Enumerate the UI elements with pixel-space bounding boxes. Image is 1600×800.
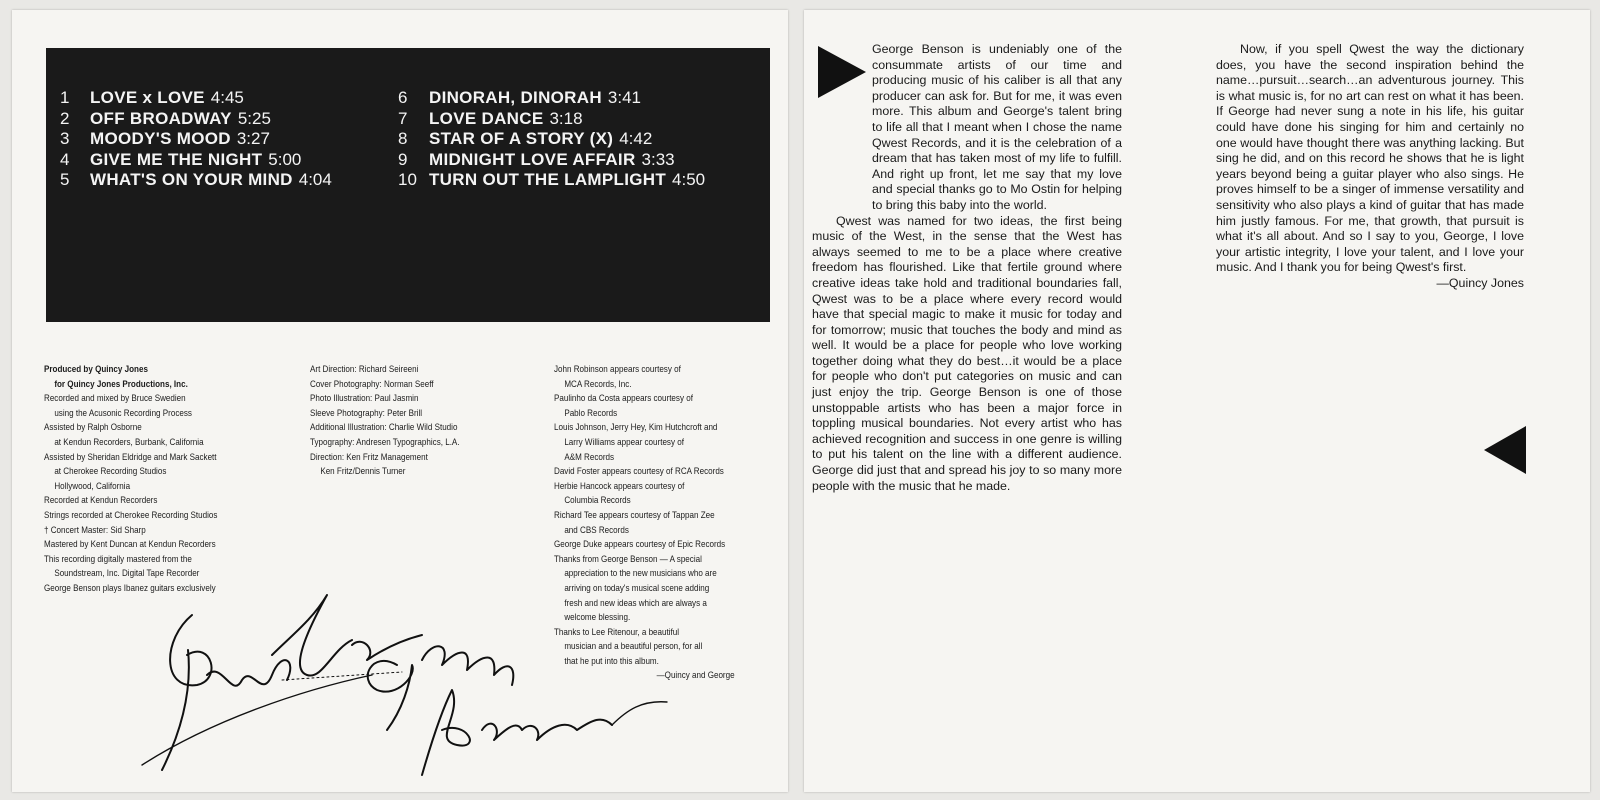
credit-line: Columbia Records — [564, 494, 631, 506]
credit-line: arriving on today's musical scene adding — [564, 581, 710, 593]
credit-line: Assisted by Ralph Osborne — [44, 421, 142, 433]
credit-line: † Concert Master: Sid Sharp — [44, 523, 146, 535]
track-item — [60, 129, 332, 150]
track-title: STAR OF A STORY (X) — [429, 129, 614, 148]
track-number: 10 — [398, 170, 417, 189]
credit-line: Art Direction: Richard Seireeni — [310, 363, 419, 374]
credit-line: for Quincy Jones Productions, Inc. — [54, 377, 188, 389]
track-number: 9 — [398, 149, 408, 169]
track-item — [60, 109, 332, 130]
credit-line: Thanks to Lee Ritenour, a beautiful — [554, 625, 680, 637]
track-item — [60, 170, 332, 191]
liner-notes-signoff: —Quincy Jones — [1436, 275, 1524, 290]
credit-line: at Cherokee Recording Studios — [54, 465, 167, 477]
track-title: DINORAH, DINORAH — [429, 88, 602, 107]
credit-line: using the Acusonic Recording Process — [54, 406, 192, 418]
tracklist-column-right — [398, 88, 705, 191]
credit-line: Herbie Hancock appears courtesy of — [554, 479, 685, 491]
credit-line: fresh and new ideas which are always a — [564, 596, 707, 608]
credits-art — [310, 362, 542, 479]
credit-line: —Quincy and George — [656, 669, 735, 681]
track-duration: 4:45 — [210, 88, 244, 107]
credit-line: Soundstream, Inc. Digital Tape Recorder — [54, 567, 200, 579]
credit-line: Typography: Andresen Typographics, L.A. — [310, 435, 460, 447]
credit-line: George Benson plays Ibanez guitars exclusively — [44, 581, 216, 593]
track-duration: 3:18 — [549, 108, 583, 128]
track-duration: 4:04 — [298, 170, 332, 189]
credits-production — [44, 362, 276, 596]
credit-line: Produced by Quincy Jones — [44, 363, 148, 374]
liner-notes-paragraph: Qwest was named for two ideas, the first being music of the West, in the sense that the West has always seemed to me to be a place where creative freedom has flourished. Like that fertile ground where creative ideas take hold and traditional boundaries fall, Qwest was to be a place where every record would have that special magic to make it music for today and for tomorrow; music that touches the body and mind as well. It would be a place for people who love working together doing what they do best…it would be a place for people who don't put categories on music and can just enjoy the trip. George Benson is one of those unstoppable artists who has been a major force in toppling musical boundaries. Not every artist who has achieved recognition and success in one genre is willing to put his talent on the line with a different audience. George did just that and spread his joy to so many more people with the music that he made. — [812, 213, 1122, 493]
credit-line: and CBS Records — [564, 523, 629, 535]
track-duration: 4:50 — [672, 170, 706, 189]
credit-line: George Duke appears courtesy of Epic Records — [554, 538, 726, 550]
liner-notes-column-2 — [1216, 42, 1524, 292]
credit-line: John Robinson appears courtesy of — [554, 363, 681, 374]
credit-line: Strings recorded at Cherokee Recording Studios — [44, 508, 218, 520]
track-duration: 5:25 — [237, 108, 271, 128]
track-number: 5 — [60, 170, 70, 189]
credit-line: Paulinho da Costa appears courtesy of — [554, 392, 693, 404]
credit-line: A&M Records — [564, 450, 615, 462]
credit-line: Recorded at Kendun Recorders — [44, 494, 158, 506]
track-item — [398, 129, 705, 150]
credit-line: Larry Williams appear courtesy of — [564, 435, 684, 447]
credit-line: This recording digitally mastered from the — [44, 552, 192, 564]
liner-notes-paragraph: Now, if you spell Qwest the way the dictionary does, you have the second inspiration behind the name…pursuit…search…an adventurous journey. This is what music is, for no art can rest on what it has been. If George had never sung a note in his life, his guitar could have done his singing for him and certainly no one would have thought there was anything lacking. But sing he did, and on this record he shows that he is light years beyond being a guitar player who also sings. He proves himself to be a singer of immense versatility and sensitivity who also plays a kind of guitar that has made him justly famous. For me, that growth, that pursuit is what it's all about. And so I say to you, George, I love your artistic integrity, I love your talent, and I love your music. And I thank you for being Qwest's first. — [1216, 42, 1524, 275]
track-title: WHAT'S ON YOUR MIND — [90, 170, 293, 189]
track-number: 7 — [398, 108, 408, 128]
track-duration: 3:41 — [607, 88, 642, 107]
credit-line: Photo Illustration: Paul Jasmin — [310, 392, 419, 404]
track-number: 3 — [60, 129, 70, 148]
track-number: 2 — [60, 108, 70, 128]
track-item — [398, 170, 705, 191]
booklet-left-page — [12, 10, 788, 792]
track-duration: 3:27 — [236, 129, 270, 148]
track-title: LOVE x LOVE — [90, 88, 205, 107]
liner-notes-paragraph: George Benson is undeniably one of the consummate artists of our time and producing music of his caliber is all that any producer can ask for. But for me, it was even more. This album and George's talent bring to life all that I meant when I chose the name Qwest Records, and it is the celebration of a dream that has taken most of my life to fulfill. And right up front, let me say that my love and special thanks go to Mo Ostin for helping to bring this baby into the world. — [872, 42, 1122, 212]
credit-line: Hollywood, California — [54, 479, 131, 491]
credit-line: Cover Photography: Norman Seeff — [310, 377, 434, 389]
credit-line: welcome blessing. — [564, 611, 631, 623]
credit-line: Richard Tee appears courtesy of Tappan Zee — [554, 508, 715, 520]
track-item — [60, 88, 332, 109]
track-item — [398, 88, 705, 109]
handwritten-signatures — [122, 580, 682, 790]
liner-notes-column-1 — [812, 42, 1122, 494]
credit-line: Thanks from George Benson — A special — [554, 552, 702, 564]
track-duration: 4:42 — [619, 129, 653, 148]
track-title: MIDNIGHT LOVE AFFAIR — [429, 149, 636, 169]
track-number: 4 — [60, 149, 70, 169]
credit-line: Pablo Records — [564, 406, 618, 418]
credit-line: David Foster appears courtesy of RCA Records — [554, 465, 724, 477]
booklet-right-page — [804, 10, 1590, 792]
credit-line: that he put into this album. — [564, 654, 659, 666]
track-item — [398, 109, 705, 130]
credit-line: Louis Johnson, Jerry Hey, Kim Hutchcroft and — [554, 421, 718, 433]
track-number: 8 — [398, 129, 408, 148]
credit-line: musician and a beautiful person, for all — [564, 640, 703, 652]
tracklist-column-left — [60, 88, 332, 191]
credit-line: Additional Illustration: Charlie Wild Studio — [310, 421, 458, 433]
credit-line: Direction: Ken Fritz Management — [310, 450, 428, 462]
track-title: OFF BROADWAY — [90, 108, 232, 128]
track-number: 6 — [398, 88, 408, 107]
credit-line: Recorded and mixed by Bruce Swedien — [44, 392, 186, 404]
track-item — [398, 150, 705, 171]
credit-line: Sleeve Photography: Peter Brill — [310, 406, 423, 418]
track-duration: 5:00 — [268, 149, 302, 169]
track-item — [60, 150, 332, 171]
credit-line: Mastered by Kent Duncan at Kendun Recorders — [44, 538, 216, 550]
credit-line: Assisted by Sheridan Eldridge and Mark Sackett — [44, 450, 217, 462]
tracklist-panel — [46, 48, 770, 322]
triangle-left-icon — [1484, 426, 1526, 474]
track-title: GIVE ME THE NIGHT — [90, 149, 263, 169]
credit-line: Ken Fritz/Dennis Turner — [320, 465, 406, 477]
credit-line: MCA Records, Inc. — [564, 377, 632, 389]
track-number: 1 — [60, 88, 70, 107]
credit-line: at Kendun Recorders, Burbank, California — [54, 435, 204, 447]
track-duration: 3:33 — [641, 149, 675, 169]
credit-line: appreciation to the new musicians who are — [564, 567, 717, 579]
track-title: MOODY'S MOOD — [90, 129, 231, 148]
track-title: TURN OUT THE LAMPLIGHT — [429, 170, 667, 189]
track-title: LOVE DANCE — [429, 108, 544, 128]
